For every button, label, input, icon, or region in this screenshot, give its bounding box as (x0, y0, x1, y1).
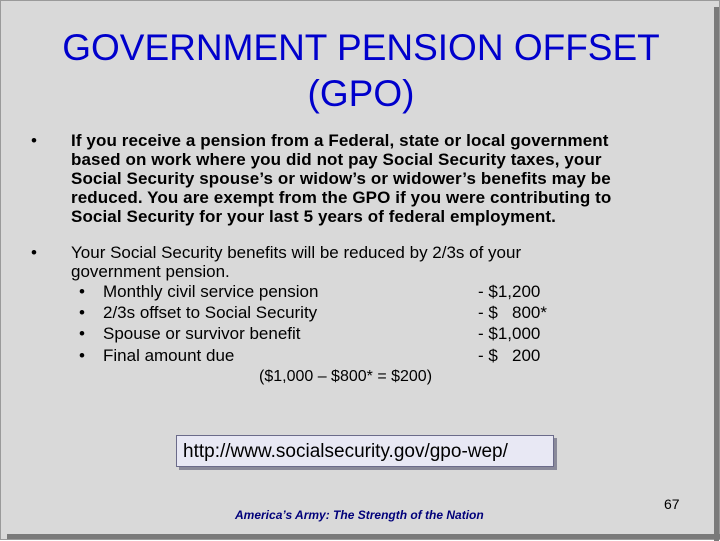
bullet-marker: • (31, 131, 37, 150)
url-box[interactable] (176, 435, 554, 467)
footer-tagline: America’s Army: The Strength of the Nation (235, 508, 484, 522)
bullet-line: Your Social Security benefits will be reduced by 2/3s of your (71, 243, 522, 262)
sub-bullet-marker: • (79, 282, 85, 301)
calculation-equation: ($1,000 – $800* = $200) (259, 368, 433, 385)
item-value: - $ 800* (478, 303, 547, 322)
item-value: - $1,000 (478, 324, 541, 343)
bullet-gpo-explanation (71, 131, 671, 226)
bullet-reduction (71, 243, 671, 281)
slide-title (1, 25, 720, 117)
bullet-line: If you receive a pension from a Federal, state or local government (71, 131, 609, 150)
item-label: Monthly civil service pension (103, 282, 319, 301)
title-line-2: (GPO) (307, 73, 415, 114)
item-value: - $ 200 (478, 346, 541, 365)
bullet-line: based on work where you did not pay Social Security taxes, your (71, 150, 602, 169)
item-label: 2/3s offset to Social Security (103, 303, 318, 322)
bullet-line: government pension. (71, 262, 230, 281)
sub-bullet-marker: • (79, 324, 85, 343)
page-number: 67 (664, 496, 680, 512)
slide-shadow-bottom (7, 534, 720, 539)
bullet-line: Social Security for your last 5 years of federal employment. (71, 207, 557, 226)
sub-bullet-marker: • (79, 303, 85, 322)
sub-bullet-marker: • (79, 346, 85, 365)
bullet-marker: • (31, 243, 37, 262)
item-label: Spouse or survivor benefit (103, 324, 301, 343)
item-label: Final amount due (103, 346, 235, 365)
title-line-1: GOVERNMENT PENSION OFFSET (62, 27, 660, 68)
item-value: - $1,200 (478, 282, 541, 301)
url-link[interactable]: http://www.socialsecurity.gov/gpo-wep/ (183, 441, 508, 462)
bullet-line: reduced. You are exempt from the GPO if you were contributing to (71, 188, 612, 207)
bullet-line: Social Security spouse’s or widow’s or widower’s benefits may be (71, 169, 611, 188)
